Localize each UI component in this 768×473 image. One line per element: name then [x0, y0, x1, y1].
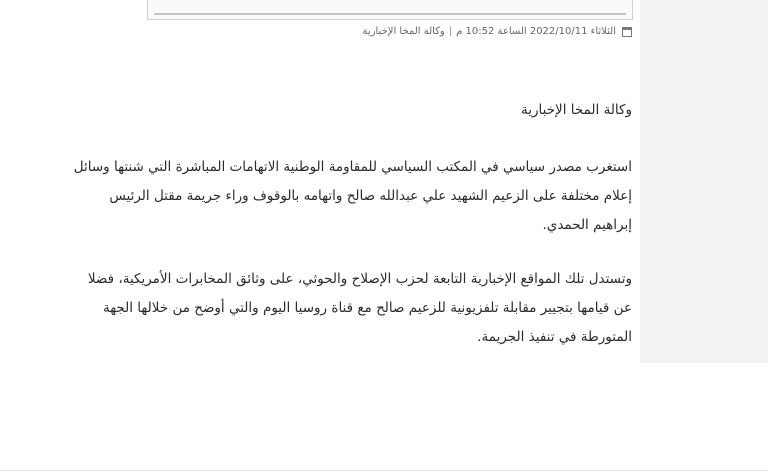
article-paragraph-1: استغرب مصدر سياسي في المكتب السياسي للمقاومة الوطنية الاتهامات المباشرة التي شنتها وسائل إعلام مختلفة على الزعيم الشهيد علي عبدالله صالح واتهامه بالوقوف وراء جريمة مقتل الرئيس إبراهيم الحمدي. — [73, 159, 632, 233]
image-edge — [154, 13, 626, 15]
article-image — [147, 0, 633, 20]
publish-date: الثلاثاء 2022/10/11 الساعة 10:52 م — [456, 26, 616, 37]
calendar-icon — [622, 27, 632, 37]
article-meta — [363, 26, 632, 37]
bottom-divider — [0, 470, 768, 471]
meta-source[interactable]: وكالة المخا الإخبارية — [362, 26, 445, 37]
right-sidebar-background — [640, 0, 768, 363]
article-source-line: وكالة المخا الإخبارية — [521, 102, 632, 118]
meta-separator: | — [448, 26, 453, 37]
article-paragraph-2: وتستدل تلك المواقع الإخبارية التابعة لحزب الإصلاح والحوثي، على وثائق المخابرات الأمريكية، فضلا عن قيامها بتجيير مقابلة تلفزيونية للزعيم صالح مع قناة روسيا اليوم والتي أوضح من خلالها الجهة المتورطة في تنفيذ الجريمة. — [87, 271, 632, 345]
article-body — [72, 96, 632, 377]
